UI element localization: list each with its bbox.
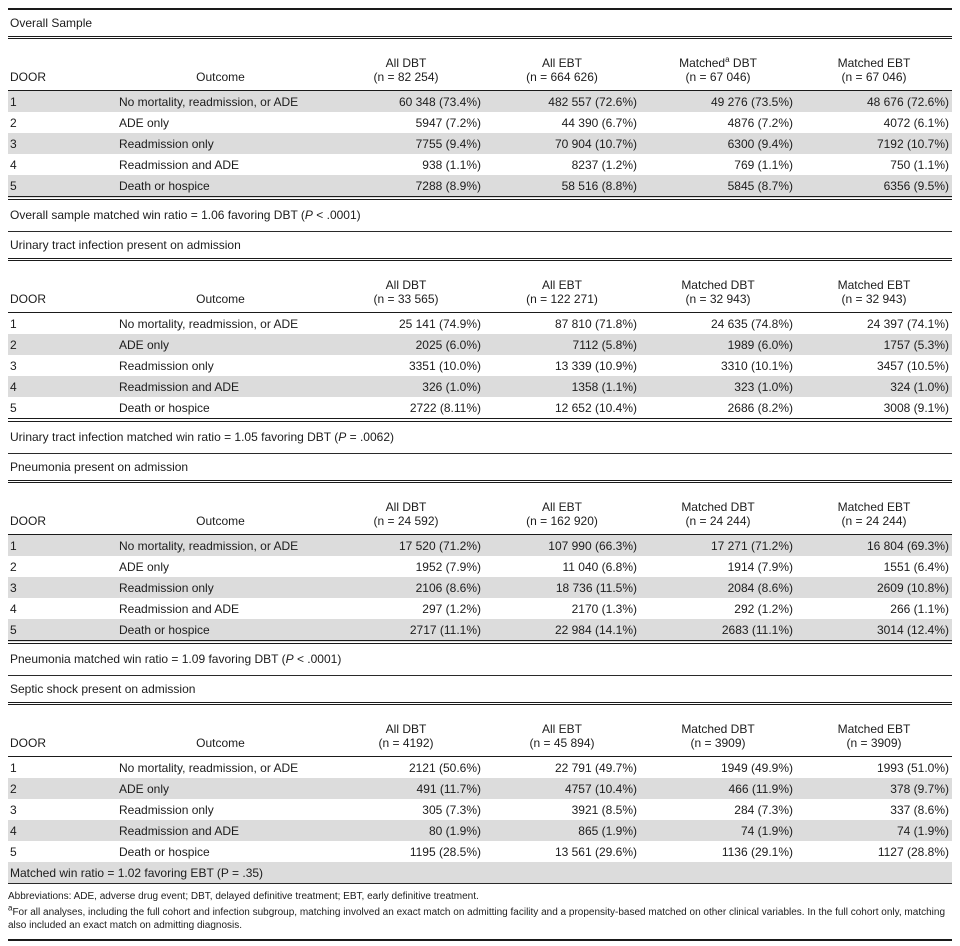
value-cell: 58 516 (8.8%) <box>484 175 640 198</box>
outcome-cell: Death or hospice <box>119 400 210 415</box>
win-ratio-row <box>8 862 952 884</box>
column-header-outcome: Outcome <box>113 261 328 313</box>
header-n-count: (n = 33 565) <box>373 292 439 306</box>
header-label: All EBT <box>541 278 582 292</box>
outcome-cell: No mortality, readmission, or ADE <box>119 316 299 331</box>
value-cell: 1358 (1.1%) <box>484 376 640 397</box>
value-cell: 1993 (51.0%) <box>876 760 949 775</box>
value-cell: 60 348 (73.4%) <box>328 91 484 113</box>
header-line1 <box>798 500 950 514</box>
table-section-3 <box>8 453 952 675</box>
header-label: Matched EBT <box>837 56 911 70</box>
header-line1 <box>330 278 482 292</box>
value-cell: 1551 (6.4%) <box>883 559 949 574</box>
value-cell: 305 (7.3%) <box>422 802 481 817</box>
value-cell: 25 141 (74.9%) <box>398 316 481 331</box>
door-cell: 3 <box>10 358 17 373</box>
outcome-cell: ADE only <box>113 334 328 355</box>
value-cell: 297 (1.2%) <box>422 601 481 616</box>
table-row <box>8 91 952 113</box>
header-n-count: (n = 4192) <box>378 736 434 750</box>
value-cell: 107 990 (66.3%) <box>484 535 640 557</box>
win-text-before: Pneumonia matched win ratio = 1.09 favoring DBT ( <box>10 652 286 666</box>
table-body <box>8 535 952 643</box>
value-cell: 74 (1.9%) <box>796 820 952 841</box>
value-cell: 3014 (12.4%) <box>796 619 952 642</box>
column-header-matched-dbt <box>640 483 796 535</box>
value-cell: 87 810 (71.8%) <box>554 316 637 331</box>
table-row <box>8 556 952 577</box>
table-section-4 <box>8 675 952 884</box>
header-label: All EBT <box>541 500 582 514</box>
door-table <box>8 705 952 884</box>
value-cell: 24 397 (74.1%) <box>866 316 949 331</box>
door-cell: 3 <box>8 133 113 154</box>
header-line1 <box>798 722 950 736</box>
value-cell: 22 791 (49.7%) <box>554 760 637 775</box>
header-line1 <box>486 722 638 736</box>
value-cell: 4757 (10.4%) <box>484 778 640 799</box>
value-cell: 865 (1.9%) <box>484 820 640 841</box>
header-n-count: (n = 67 046) <box>685 70 751 84</box>
outcome-cell: Readmission and ADE <box>113 376 328 397</box>
header-label-rest: DBT <box>729 56 757 70</box>
header-n-count: (n = 162 920) <box>526 514 598 528</box>
column-header-matched-ebt <box>796 705 952 757</box>
value-cell: 6300 (9.4%) <box>640 133 796 154</box>
table-row <box>8 334 952 355</box>
outcome-cell: Readmission only <box>113 577 328 598</box>
table-sections-container <box>8 8 952 884</box>
column-header-matched-ebt <box>796 483 952 535</box>
section-title: Septic shock present on admission <box>10 682 196 696</box>
column-header-matched-ebt <box>796 39 952 91</box>
value-cell: 2609 (10.8%) <box>796 577 952 598</box>
door-cell: 4 <box>8 820 113 841</box>
value-cell: 48 676 (72.6%) <box>796 91 952 113</box>
value-cell: 769 (1.1%) <box>734 157 793 172</box>
table-row <box>8 577 952 598</box>
header-label: All DBT <box>385 56 427 70</box>
header-n-count: (n = 3909) <box>690 736 746 750</box>
value-cell: 1952 (7.9%) <box>415 559 481 574</box>
win-text-before: Urinary tract infection matched win ratio = 1.05 favoring DBT ( <box>10 430 339 444</box>
header-line1 <box>642 56 794 70</box>
value-cell: 7755 (9.4%) <box>328 133 484 154</box>
table-row <box>8 397 952 420</box>
column-header-door: DOOR <box>8 705 113 757</box>
value-cell: 326 (1.0%) <box>328 376 484 397</box>
door-cell: 5 <box>8 619 113 642</box>
value-cell: 1195 (28.5%) <box>409 844 481 859</box>
p-value-symbol: P <box>338 430 347 444</box>
abbreviations-note: Abbreviations: ADE, adverse drug event; DBT, delayed definitive treatment; EBT, early definitive treatment. <box>8 891 479 902</box>
header-label: All EBT <box>541 56 582 70</box>
win-text-before: Matched win ratio = 1.02 favoring EBT ( <box>10 865 221 880</box>
column-header-all-dbt <box>328 261 484 313</box>
value-cell: 17 520 (71.2%) <box>328 535 484 557</box>
value-cell: 482 557 (72.6%) <box>484 91 640 113</box>
header-n-count: (n = 32 943) <box>685 292 751 306</box>
value-cell: 7192 (10.7%) <box>796 133 952 154</box>
value-cell: 7112 (5.8%) <box>484 334 640 355</box>
outcome-cell: Death or hospice <box>119 844 210 859</box>
value-cell: 49 276 (73.5%) <box>640 91 796 113</box>
win-text-after: < .0001) <box>293 652 342 666</box>
value-cell: 13 561 (29.6%) <box>554 844 637 859</box>
value-cell: 491 (11.7%) <box>328 778 484 799</box>
header-label: All EBT <box>541 722 582 736</box>
header-footnote-marker: a <box>725 55 730 64</box>
value-cell: 292 (1.2%) <box>734 601 793 616</box>
column-header-all-ebt <box>484 261 640 313</box>
door-cell: 2 <box>8 334 113 355</box>
table-row <box>8 535 952 557</box>
header-line1 <box>642 278 794 292</box>
value-cell: 12 652 (10.4%) <box>554 400 637 415</box>
header-n-count: (n = 82 254) <box>373 70 439 84</box>
column-header-door: DOOR <box>8 483 113 535</box>
header-label: Matched EBT <box>837 722 911 736</box>
header-line1 <box>330 56 482 70</box>
value-cell: 938 (1.1%) <box>422 157 481 172</box>
value-cell: 3008 (9.1%) <box>883 400 949 415</box>
column-header-door: DOOR <box>8 39 113 91</box>
table-row <box>8 778 952 799</box>
column-header-outcome: Outcome <box>113 483 328 535</box>
value-cell: 5845 (8.7%) <box>640 175 796 198</box>
header-line1 <box>330 500 482 514</box>
column-header-matched-dbt <box>640 705 796 757</box>
win-text-after: = .35) <box>228 865 264 880</box>
value-cell: 5947 (7.2%) <box>415 115 481 130</box>
header-label: Matched DBT <box>681 278 755 292</box>
header-row <box>8 261 952 313</box>
p-value-symbol: P <box>220 865 229 880</box>
column-header-all-ebt <box>484 39 640 91</box>
column-header-all-dbt <box>328 39 484 91</box>
matching-footnote <box>8 903 952 932</box>
column-header-matched-ebt <box>796 261 952 313</box>
header-n-count: (n = 24 244) <box>685 514 751 528</box>
bottom-rule <box>8 939 952 941</box>
value-cell: 324 (1.0%) <box>796 376 952 397</box>
table-body <box>8 91 952 199</box>
column-header-all-dbt <box>328 705 484 757</box>
door-cell: 2 <box>8 778 113 799</box>
value-cell: 4876 (7.2%) <box>727 115 793 130</box>
header-n-count: (n = 24 592) <box>373 514 439 528</box>
header-label: Matched EBT <box>837 278 911 292</box>
value-cell: 44 390 (6.7%) <box>561 115 637 130</box>
table-row <box>8 799 952 820</box>
header-row <box>8 483 952 535</box>
header-row <box>8 705 952 757</box>
value-cell: 2106 (8.6%) <box>328 577 484 598</box>
outcome-cell: Readmission and ADE <box>113 820 328 841</box>
table-section-1 <box>8 8 952 231</box>
table-row <box>8 757 952 779</box>
outcome-cell: ADE only <box>113 778 328 799</box>
footnote-marker-a: a <box>8 903 13 913</box>
header-label: All DBT <box>385 278 427 292</box>
header-n-count: (n = 45 894) <box>529 736 595 750</box>
value-cell: 2084 (8.6%) <box>640 577 796 598</box>
column-header-outcome: Outcome <box>113 39 328 91</box>
table-row <box>8 598 952 619</box>
section-title: Urinary tract infection present on admission <box>10 238 241 252</box>
value-cell: 3351 (10.0%) <box>408 358 481 373</box>
value-cell: 3457 (10.5%) <box>876 358 949 373</box>
value-cell: 22 984 (14.1%) <box>484 619 640 642</box>
header-line1 <box>486 56 638 70</box>
header-row <box>8 39 952 91</box>
column-header-all-dbt <box>328 483 484 535</box>
table-row <box>8 355 952 376</box>
value-cell: 17 271 (71.2%) <box>640 535 796 557</box>
table-row <box>8 112 952 133</box>
header-n-count: (n = 3909) <box>846 736 902 750</box>
header-n-count: (n = 664 626) <box>526 70 598 84</box>
column-header-all-ebt <box>484 483 640 535</box>
value-cell: 74 (1.9%) <box>640 820 796 841</box>
value-cell: 8237 (1.2%) <box>571 157 637 172</box>
table-row <box>8 175 952 198</box>
value-cell: 4072 (6.1%) <box>883 115 949 130</box>
table-body <box>8 757 952 884</box>
p-value-symbol: P <box>304 208 313 222</box>
win-ratio-note <box>8 200 952 231</box>
p-value-symbol: P <box>285 652 294 666</box>
outcome-cell: ADE only <box>119 115 170 130</box>
door-cell: 1 <box>8 91 113 113</box>
header-label: Matched EBT <box>837 500 911 514</box>
header-label: Matched DBT <box>681 500 755 514</box>
value-cell: 378 (9.7%) <box>796 778 952 799</box>
value-cell: 466 (11.9%) <box>640 778 796 799</box>
table-row <box>8 841 952 862</box>
door-cell: 2 <box>10 115 17 130</box>
table-row <box>8 619 952 642</box>
door-cell: 4 <box>8 376 113 397</box>
outcome-cell: Readmission only <box>119 358 214 373</box>
table-row <box>8 313 952 335</box>
value-cell: 750 (1.1%) <box>890 157 949 172</box>
outcome-cell: Readmission only <box>119 802 214 817</box>
door-cell: 4 <box>10 157 17 172</box>
header-label: Matched <box>679 56 726 70</box>
header-n-count: (n = 122 271) <box>526 292 598 306</box>
win-ratio-cell <box>8 862 952 884</box>
outcome-cell: No mortality, readmission, or ADE <box>119 760 299 775</box>
value-cell: 70 904 (10.7%) <box>484 133 640 154</box>
outcome-cell: No mortality, readmission, or ADE <box>113 535 328 557</box>
value-cell: 3921 (8.5%) <box>571 802 637 817</box>
table-body <box>8 313 952 421</box>
table-row <box>8 133 952 154</box>
door-table <box>8 261 952 422</box>
win-text-before: Overall sample matched win ratio = 1.06 favoring DBT ( <box>10 208 305 222</box>
win-ratio-note <box>8 422 952 453</box>
table-section-2 <box>8 231 952 453</box>
outcome-cell: Readmission and ADE <box>119 601 240 616</box>
header-line1 <box>798 278 950 292</box>
value-cell: 1757 (5.3%) <box>796 334 952 355</box>
header-line1 <box>798 56 950 70</box>
value-cell: 1127 (28.8%) <box>877 844 949 859</box>
door-cell: 3 <box>8 577 113 598</box>
value-cell: 3310 (10.1%) <box>720 358 793 373</box>
door-cell: 1 <box>10 316 17 331</box>
value-cell: 2170 (1.3%) <box>571 601 637 616</box>
value-cell: 11 040 (6.8%) <box>562 559 637 574</box>
outcome-cell: Readmission only <box>113 133 328 154</box>
door-cell: 5 <box>8 175 113 198</box>
section-title: Overall Sample <box>10 16 93 30</box>
value-cell: 13 339 (10.9%) <box>554 358 637 373</box>
value-cell: 2025 (6.0%) <box>328 334 484 355</box>
header-n-count: (n = 24 244) <box>841 514 907 528</box>
section-title: Pneumonia present on admission <box>10 460 189 474</box>
column-header-outcome: Outcome <box>113 705 328 757</box>
header-label: All DBT <box>385 500 427 514</box>
door-cell: 4 <box>10 601 17 616</box>
value-cell: 2683 (11.1%) <box>640 619 796 642</box>
outcome-cell: Death or hospice <box>113 175 328 198</box>
header-line1 <box>330 722 482 736</box>
value-cell: 1914 (7.9%) <box>727 559 793 574</box>
value-cell: 337 (8.6%) <box>890 802 949 817</box>
matching-footnote-text: For all analyses, including the full cohort and infection subgroup, matching involved an exact match on admitting facility and a propensity-based matched on other clinical variables. In the full cohort only, matching also included an exact match on admitting diagnosis. <box>8 907 946 931</box>
outcome-cell: Readmission and ADE <box>119 157 240 172</box>
footnotes <box>8 890 952 932</box>
value-cell: 18 736 (11.5%) <box>484 577 640 598</box>
door-cell: 1 <box>10 760 17 775</box>
column-header-door: DOOR <box>8 261 113 313</box>
table-row <box>8 376 952 397</box>
header-label: All DBT <box>385 722 427 736</box>
door-table <box>8 483 952 644</box>
column-header-matched-dbt <box>640 261 796 313</box>
value-cell: 1136 (29.1%) <box>721 844 793 859</box>
value-cell: 6356 (9.5%) <box>796 175 952 198</box>
value-cell: 80 (1.9%) <box>328 820 484 841</box>
header-label: Matched DBT <box>681 722 755 736</box>
value-cell: 266 (1.1%) <box>890 601 949 616</box>
value-cell: 16 804 (69.3%) <box>796 535 952 557</box>
column-header-matched-dbt <box>640 39 796 91</box>
door-table <box>8 39 952 200</box>
value-cell: 1989 (6.0%) <box>640 334 796 355</box>
header-line1 <box>486 500 638 514</box>
value-cell: 7288 (8.9%) <box>328 175 484 198</box>
value-cell: 2717 (11.1%) <box>328 619 484 642</box>
door-cell: 3 <box>10 802 17 817</box>
value-cell: 24 635 (74.8%) <box>710 316 793 331</box>
table-row <box>8 820 952 841</box>
outcome-cell: ADE only <box>119 559 170 574</box>
win-text-after: = .0062) <box>346 430 394 444</box>
door-cell: 1 <box>8 535 113 557</box>
outcome-cell: Death or hospice <box>113 619 328 642</box>
door-cell: 5 <box>10 400 17 415</box>
header-line1 <box>486 278 638 292</box>
win-text-after: < .0001) <box>312 208 361 222</box>
header-n-count: (n = 32 943) <box>841 292 907 306</box>
value-cell: 284 (7.3%) <box>734 802 793 817</box>
value-cell: 2686 (8.2%) <box>727 400 793 415</box>
header-n-count: (n = 67 046) <box>841 70 907 84</box>
table-row <box>8 154 952 175</box>
outcome-cell: No mortality, readmission, or ADE <box>113 91 328 113</box>
door-cell: 2 <box>10 559 17 574</box>
value-cell: 323 (1.0%) <box>640 376 796 397</box>
column-header-all-ebt <box>484 705 640 757</box>
door-cell: 5 <box>10 844 17 859</box>
value-cell: 2121 (50.6%) <box>408 760 481 775</box>
value-cell: 1949 (49.9%) <box>720 760 793 775</box>
header-line1 <box>642 500 794 514</box>
value-cell: 2722 (8.11%) <box>409 400 481 415</box>
header-line1 <box>642 722 794 736</box>
win-ratio-note <box>8 644 952 675</box>
